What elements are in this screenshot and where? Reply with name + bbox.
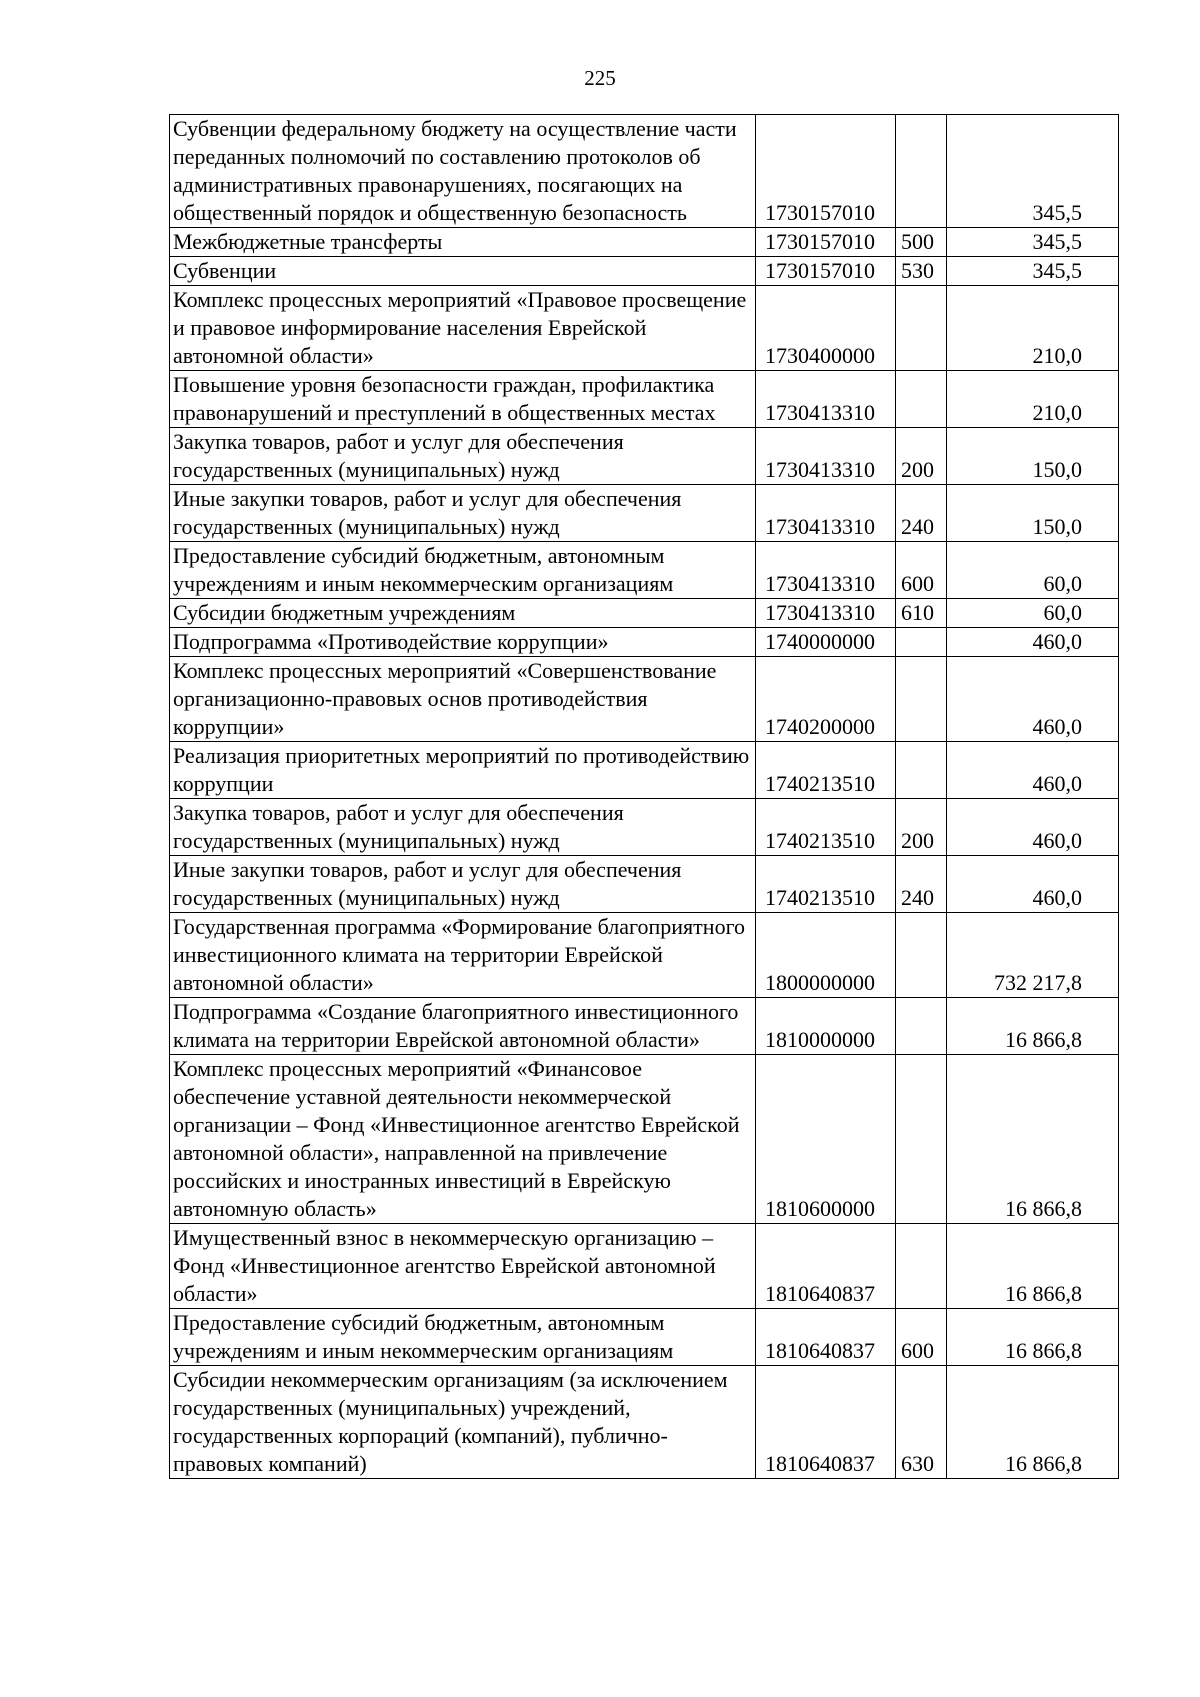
table-row [170,115,1119,228]
row-name: Подпрограмма «Противодействие коррупции» [170,628,756,657]
table-row [170,599,1119,628]
row-vr [896,115,947,228]
row-sum: 345,5 [947,228,1119,257]
row-sum: 460,0 [947,657,1119,742]
row-vr [896,628,947,657]
row-name: Иные закупки товаров, работ и услуг для обеспечения государственных (муниципальных) нужд [170,856,756,913]
table-row [170,286,1119,371]
table-row [170,371,1119,428]
row-vr [896,286,947,371]
row-code: 1740200000 [756,657,896,742]
row-code: 1740213510 [756,742,896,799]
row-name: Субвенции [170,257,756,286]
row-vr: 500 [896,228,947,257]
table-row [170,1366,1119,1479]
row-vr: 240 [896,485,947,542]
row-sum: 16 866,8 [947,1366,1119,1479]
row-sum: 16 866,8 [947,998,1119,1055]
row-sum: 210,0 [947,371,1119,428]
row-name: Иные закупки товаров, работ и услуг для обеспечения государственных (муниципальных) нужд [170,485,756,542]
row-code: 1810640837 [756,1224,896,1309]
row-code: 1810640837 [756,1366,896,1479]
row-sum: 150,0 [947,428,1119,485]
row-code: 1740213510 [756,856,896,913]
row-name: Предоставление субсидий бюджетным, автономным учреждениям и иным некоммерческим организациям [170,1309,756,1366]
table-row [170,228,1119,257]
table-row [170,485,1119,542]
row-sum: 732 217,8 [947,913,1119,998]
row-vr: 600 [896,542,947,599]
row-code: 1730413310 [756,428,896,485]
row-sum: 150,0 [947,485,1119,542]
table-row [170,998,1119,1055]
row-sum: 16 866,8 [947,1224,1119,1309]
row-vr: 200 [896,799,947,856]
row-code: 1730413310 [756,599,896,628]
row-sum: 460,0 [947,628,1119,657]
row-vr [896,1055,947,1224]
row-vr [896,913,947,998]
row-sum: 210,0 [947,286,1119,371]
row-vr: 630 [896,1366,947,1479]
row-vr: 240 [896,856,947,913]
row-name: Субсидии некоммерческим организациям (за исключением государственных (муниципальных) учреждений, государственных корпораций (компаний), публично-правовых компаний) [170,1366,756,1479]
row-name: Субсидии бюджетным учреждениям [170,599,756,628]
row-vr: 610 [896,599,947,628]
row-code: 1730413310 [756,485,896,542]
row-sum: 16 866,8 [947,1055,1119,1224]
table-row [170,257,1119,286]
row-code: 1810600000 [756,1055,896,1224]
row-name: Государственная программа «Формирование благоприятного инвестиционного климата на территории Еврейской автономной области» [170,913,756,998]
row-name: Субвенции федеральному бюджету на осуществление части переданных полномочий по составлению протоколов об административных правонарушениях, посягающих на общественный порядок и общественную безопасность [170,115,756,228]
row-sum: 460,0 [947,856,1119,913]
row-vr [896,371,947,428]
row-sum: 460,0 [947,799,1119,856]
row-vr [896,998,947,1055]
budget-table [169,114,1119,1479]
row-name: Комплекс процессных мероприятий «Совершенствование организационно-правовых основ противодействия коррупции» [170,657,756,742]
row-name: Межбюджетные трансферты [170,228,756,257]
row-code: 1730157010 [756,228,896,257]
table-row [170,428,1119,485]
table-row [170,1055,1119,1224]
row-vr [896,657,947,742]
row-sum: 345,5 [947,257,1119,286]
table-row [170,856,1119,913]
row-code: 1800000000 [756,913,896,998]
row-name: Предоставление субсидий бюджетным, автономным учреждениям и иным некоммерческим организациям [170,542,756,599]
row-vr: 530 [896,257,947,286]
row-code: 1730157010 [756,115,896,228]
row-code: 1810640837 [756,1309,896,1366]
row-vr [896,742,947,799]
row-code: 1740213510 [756,799,896,856]
row-sum: 345,5 [947,115,1119,228]
table-row [170,742,1119,799]
table-row [170,542,1119,599]
row-vr [896,1224,947,1309]
row-vr: 200 [896,428,947,485]
page-number: 225 [584,66,616,90]
row-name: Повышение уровня безопасности граждан, профилактика правонарушений и преступлений в общественных местах [170,371,756,428]
row-name: Имущественный взнос в некоммерческую организацию – Фонд «Инвестиционное агентство Еврейской автономной области» [170,1224,756,1309]
row-name: Закупка товаров, работ и услуг для обеспечения государственных (муниципальных) нужд [170,799,756,856]
row-sum: 16 866,8 [947,1309,1119,1366]
table-row [170,913,1119,998]
table-row [170,1309,1119,1366]
row-code: 1730400000 [756,286,896,371]
row-vr: 600 [896,1309,947,1366]
row-sum: 60,0 [947,542,1119,599]
row-name: Подпрограмма «Создание благоприятного инвестиционного климата на территории Еврейской автономной области» [170,998,756,1055]
row-sum: 60,0 [947,599,1119,628]
table-row [170,628,1119,657]
table-row [170,799,1119,856]
row-code: 1730157010 [756,257,896,286]
row-code: 1740000000 [756,628,896,657]
row-name: Реализация приоритетных мероприятий по противодействию коррупции [170,742,756,799]
row-name: Закупка товаров, работ и услуг для обеспечения государственных (муниципальных) нужд [170,428,756,485]
row-name: Комплекс процессных мероприятий «Правовое просвещение и правовое информирование населения Еврейской автономной области» [170,286,756,371]
row-code: 1730413310 [756,371,896,428]
row-code: 1730413310 [756,542,896,599]
row-name: Комплекс процессных мероприятий «Финансовое обеспечение уставной деятельности некоммерческой организации – Фонд «Инвестиционное агентство Еврейской автономной области», направленной на привлечение российских и иностранных инвестиций в Еврейскую автономную область» [170,1055,756,1224]
row-code: 1810000000 [756,998,896,1055]
table-row [170,1224,1119,1309]
table-row [170,657,1119,742]
row-sum: 460,0 [947,742,1119,799]
